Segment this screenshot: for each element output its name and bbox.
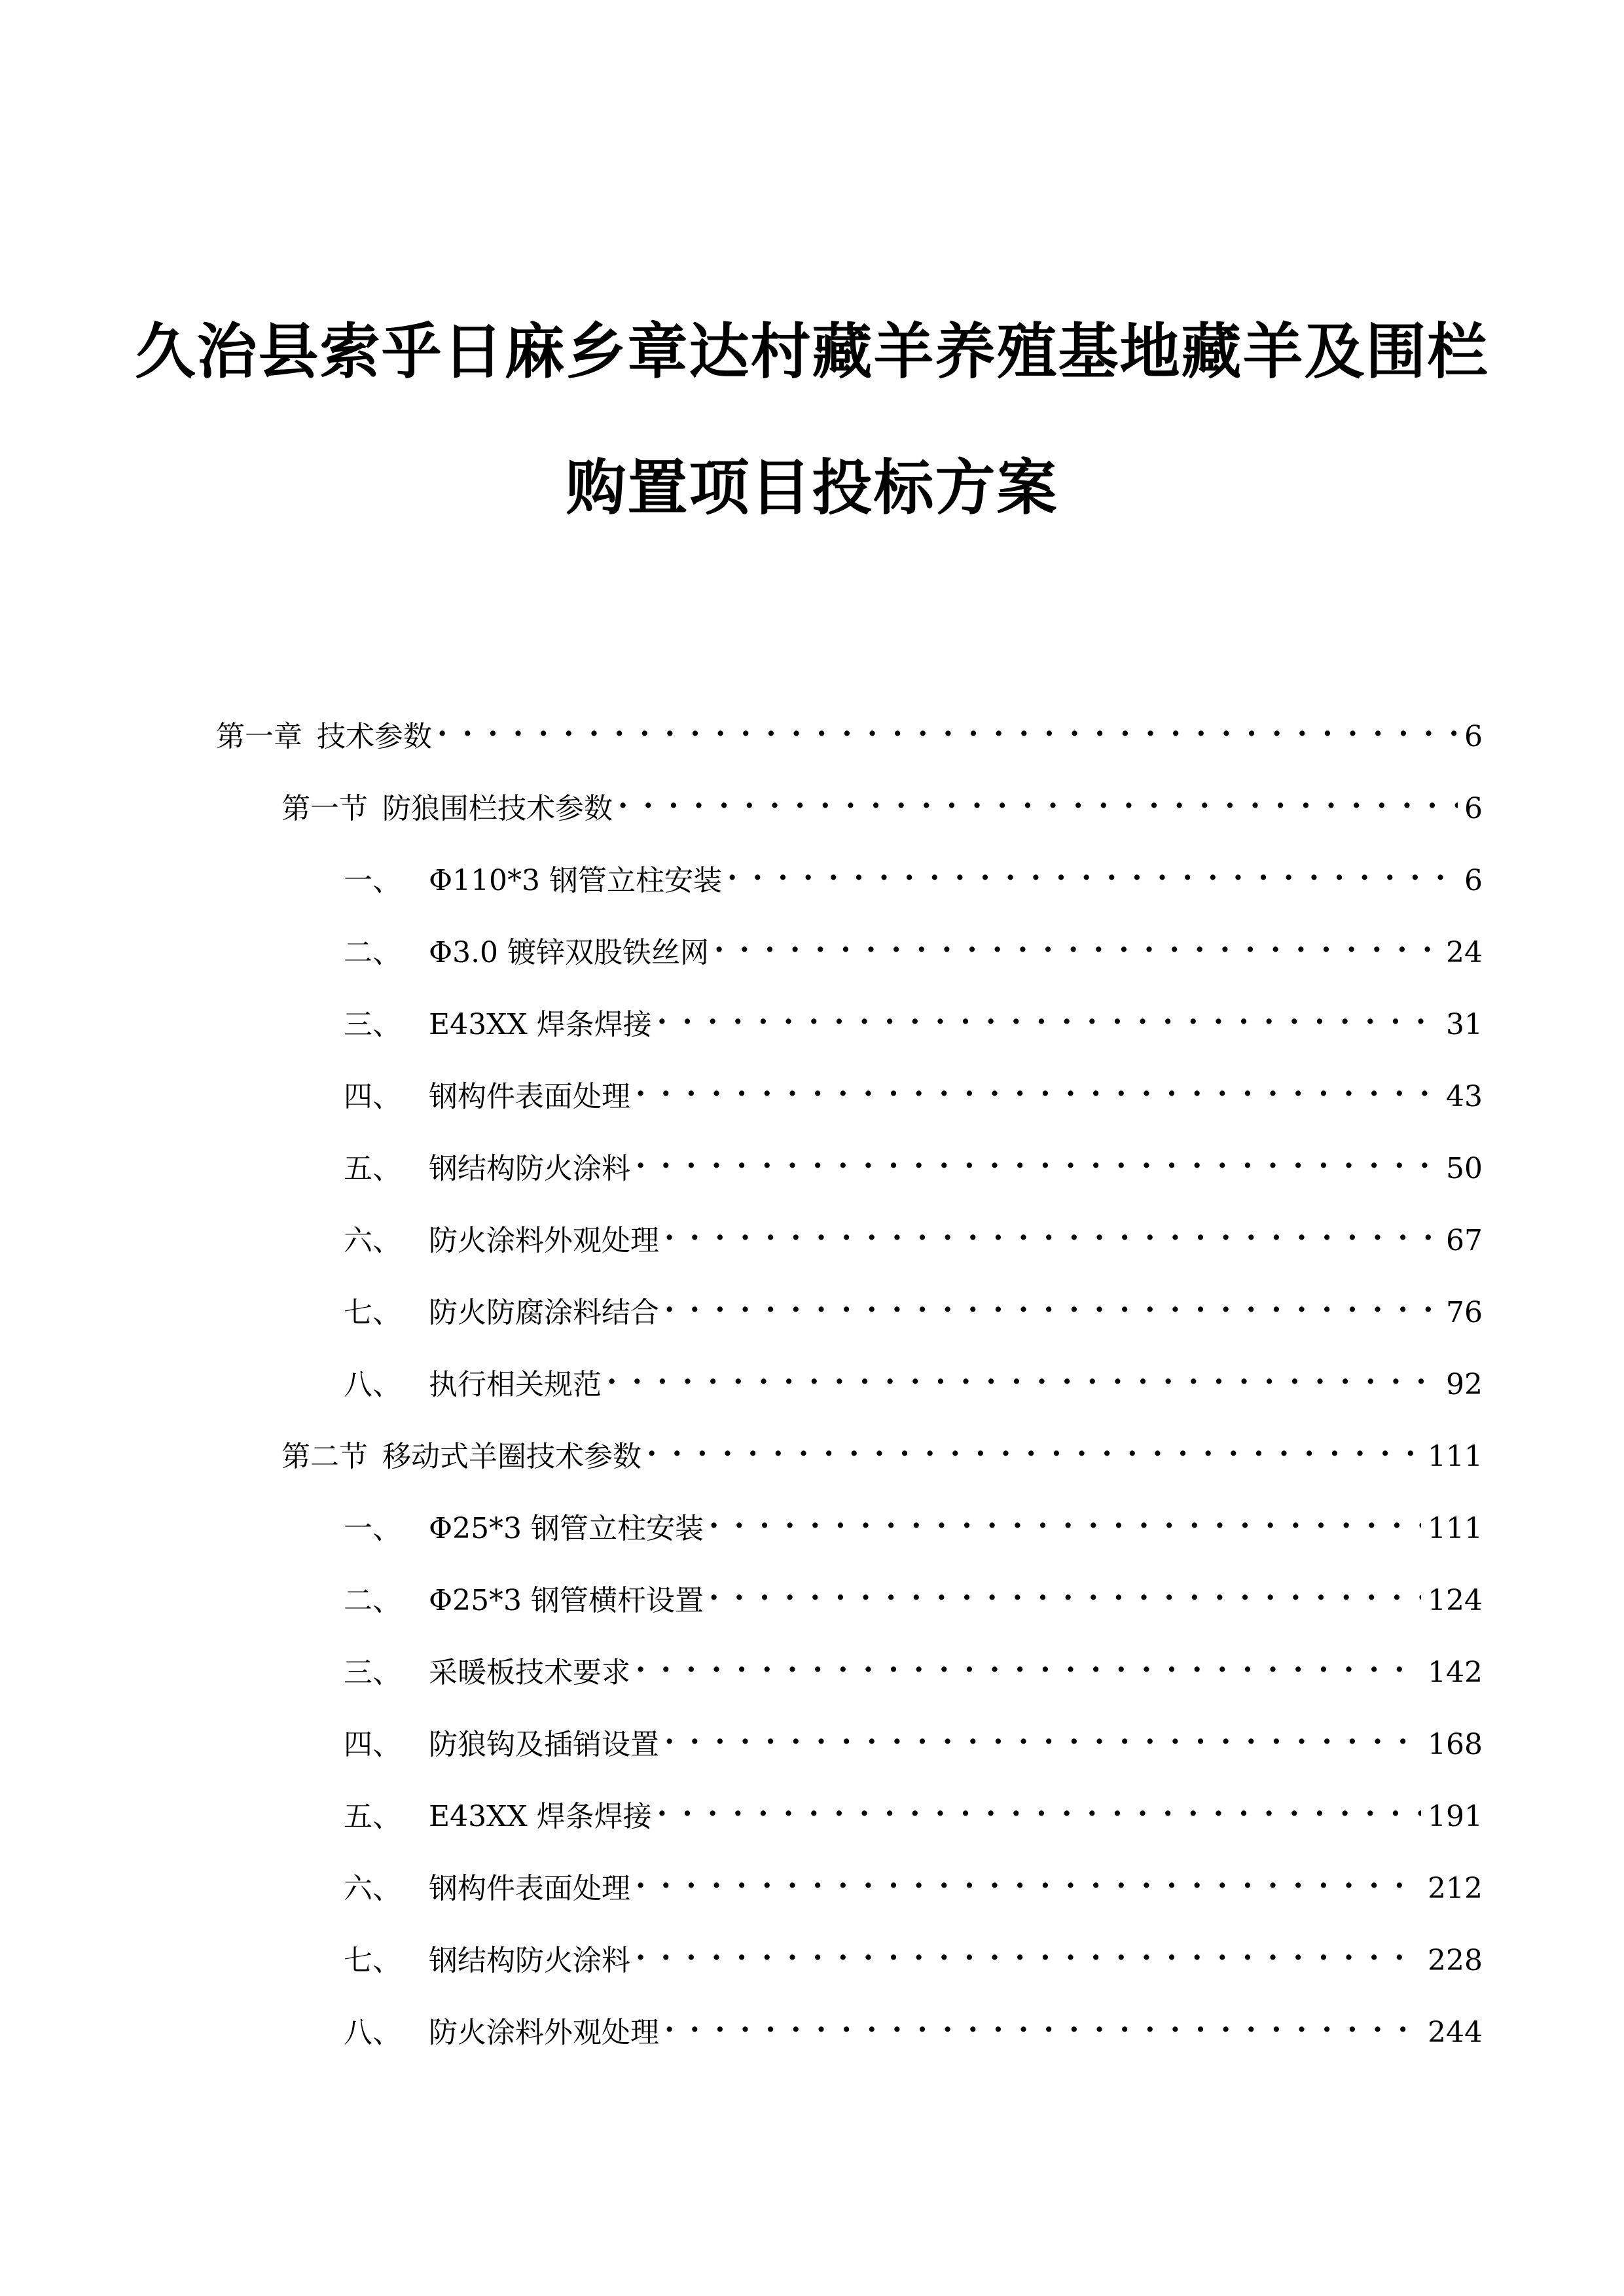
toc-label: 钢结构防火涂料 (429, 1152, 630, 1185)
toc-label: 防狼围栏技术参数 (382, 792, 613, 825)
toc-label: 防狼钩及插销设置 (429, 1728, 659, 1761)
toc-item[interactable] (344, 1859, 1483, 1905)
toc-item[interactable] (344, 923, 1483, 969)
toc-page-number: 43 (1446, 1080, 1483, 1113)
toc-item[interactable] (344, 851, 1483, 897)
toc-item[interactable] (344, 1715, 1483, 1761)
toc-page-number: 124 (1428, 1584, 1483, 1617)
toc-label: Φ3.0 镀锌双股铁丝网 (429, 936, 710, 969)
toc-number: 第二节 (281, 1440, 368, 1473)
toc-number: 二、 (344, 936, 401, 969)
toc-label: Φ25*3 钢管横杆设置 (429, 1584, 704, 1617)
dot-leader (647, 1427, 1421, 1466)
dot-leader (709, 1571, 1421, 1610)
toc-number: 四、 (344, 1080, 401, 1113)
toc-number: 七、 (344, 1944, 401, 1977)
dot-leader (664, 1211, 1439, 1250)
dot-leader (636, 1067, 1439, 1106)
toc-number: 七、 (344, 1296, 401, 1329)
toc-item[interactable] (344, 1283, 1483, 1329)
toc-label: 防火涂料外观处理 (429, 2016, 659, 2049)
toc-item[interactable] (344, 1139, 1483, 1185)
toc-page-number: 212 (1428, 1872, 1483, 1905)
toc-label: 技术参数 (317, 720, 432, 753)
toc-item[interactable] (344, 1211, 1483, 1257)
dot-leader (437, 707, 1458, 746)
toc-label: 防火防腐涂料结合 (429, 1296, 659, 1329)
toc-label: 防火涂料外观处理 (429, 1224, 659, 1257)
toc-page-number: 191 (1428, 1800, 1483, 1833)
dot-leader (727, 851, 1458, 890)
toc-page-number: 67 (1446, 1224, 1483, 1257)
toc-item[interactable] (344, 1787, 1483, 1833)
toc-number: 三、 (344, 1656, 401, 1689)
dot-leader (618, 779, 1458, 818)
dot-leader (636, 1643, 1421, 1682)
toc-number: 一、 (344, 1512, 401, 1545)
toc-page-number: 24 (1446, 936, 1483, 969)
dot-leader (709, 1499, 1421, 1538)
toc-item[interactable] (344, 1643, 1483, 1689)
toc-page-number: 6 (1464, 864, 1483, 897)
dot-leader (664, 1715, 1421, 1754)
toc-label: 钢构件表面处理 (429, 1872, 630, 1905)
toc-item[interactable] (344, 1499, 1483, 1545)
toc-item[interactable] (344, 1067, 1483, 1113)
toc-page-number: 168 (1428, 1728, 1483, 1761)
toc-number: 一、 (344, 864, 401, 897)
toc-item[interactable] (344, 995, 1483, 1041)
toc-chapter-1[interactable] (216, 707, 1483, 753)
dot-leader (636, 1139, 1439, 1178)
toc-section-2[interactable] (281, 1427, 1483, 1473)
toc-label: 采暖板技术要求 (429, 1656, 630, 1689)
toc-item[interactable] (344, 2003, 1483, 2049)
toc-number: 八、 (344, 1368, 401, 1401)
dot-leader (636, 1931, 1421, 1970)
toc-page-number: 111 (1428, 1440, 1483, 1473)
toc-page-number: 6 (1464, 792, 1483, 825)
dot-leader (657, 1787, 1421, 1826)
toc-page-number: 76 (1446, 1296, 1483, 1329)
toc-page-number: 142 (1428, 1656, 1483, 1689)
toc-item[interactable] (344, 1931, 1483, 1977)
toc-page-number: 31 (1446, 1008, 1483, 1041)
toc-number: 六、 (344, 1224, 401, 1257)
toc-number: 五、 (344, 1152, 401, 1185)
toc-label: 移动式羊圈技术参数 (382, 1440, 641, 1473)
toc-label: E43XX 焊条焊接 (429, 1008, 652, 1041)
document-title-line-1: 久治县索乎日麻乡章达村藏羊养殖基地藏羊及围栏 (135, 317, 1489, 387)
toc-page-number: 228 (1428, 1944, 1483, 1977)
toc-label: 钢结构防火涂料 (429, 1944, 630, 1977)
toc-page-number: 244 (1428, 2016, 1483, 2049)
dot-leader (636, 1859, 1421, 1898)
toc-label: E43XX 焊条焊接 (429, 1800, 652, 1833)
toc-number: 八、 (344, 2016, 401, 2049)
toc-item[interactable] (344, 1355, 1483, 1401)
toc-page-number: 111 (1428, 1512, 1483, 1545)
toc-number: 二、 (344, 1584, 401, 1617)
toc-page-number: 92 (1446, 1368, 1483, 1401)
toc-page-number: 50 (1446, 1152, 1483, 1185)
toc-number: 第一节 (281, 792, 368, 825)
toc-label: 钢构件表面处理 (429, 1080, 630, 1113)
toc-number: 五、 (344, 1800, 401, 1833)
toc-page-number: 6 (1464, 720, 1483, 753)
toc-number: 三、 (344, 1008, 401, 1041)
dot-leader (664, 1283, 1439, 1322)
dot-leader (664, 2003, 1421, 2042)
toc-section-1[interactable] (281, 779, 1483, 825)
dot-leader (714, 923, 1439, 962)
toc-number: 四、 (344, 1728, 401, 1761)
toc-label: Φ25*3 钢管立柱安装 (429, 1512, 704, 1545)
toc-number: 六、 (344, 1872, 401, 1905)
dot-leader (607, 1355, 1439, 1394)
toc-number: 第一章 (216, 720, 302, 753)
dot-leader (657, 995, 1439, 1034)
toc-item[interactable] (344, 1571, 1483, 1617)
document-title-line-2: 购置项目投标方案 (566, 453, 1058, 523)
toc-label: Φ110*3 钢管立柱安装 (429, 864, 723, 897)
toc-label: 执行相关规范 (429, 1368, 602, 1401)
